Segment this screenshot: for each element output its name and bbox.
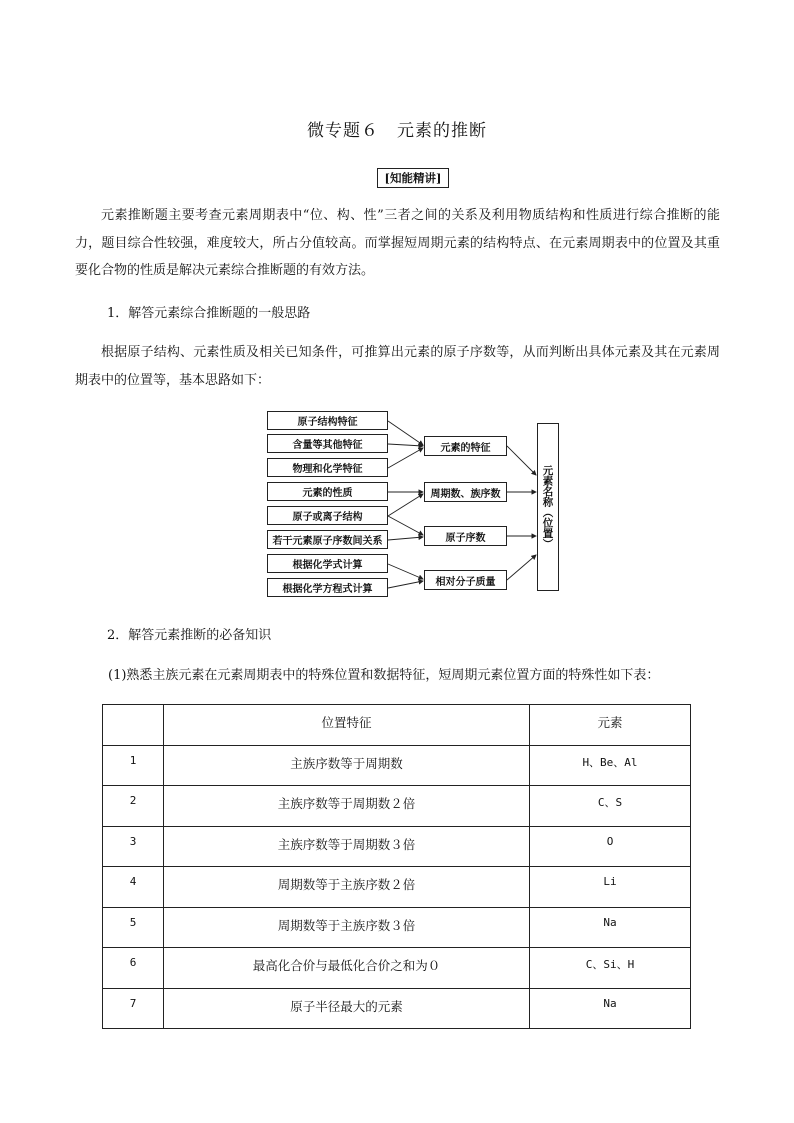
table-header-index [103, 705, 164, 746]
table-row [103, 907, 691, 948]
table-cell-index: 1 [103, 745, 164, 786]
diagram-box-element-features: 元素的特征 [424, 436, 507, 456]
table-header-element: 元素 [530, 705, 691, 746]
table-cell-element: Na [530, 907, 691, 948]
page-title: 微专题６ 元素的推断 [307, 121, 487, 141]
table-cell-element: H、Be、Al [530, 745, 691, 786]
table-cell-index: 5 [103, 907, 164, 948]
section-heading-1: 1．解答元素综合推断题的一般思路 [107, 306, 311, 321]
diagram-box-atomic-number-relation: 若干元素原子序数间关系 [267, 530, 388, 549]
table-cell-index: 4 [103, 867, 164, 908]
table-header-row [103, 705, 691, 746]
table-row [103, 988, 691, 1029]
table-cell-position: 主族序数等于周期数 [164, 745, 530, 786]
diagram-box-element-name-position: 元素名称（位置） [537, 423, 559, 591]
table-cell-index: 2 [103, 786, 164, 827]
flow-diagram [262, 405, 592, 595]
intro-paragraph: 元素推断题主要考查元素周期表中“位、构、性”三者之间的关系及利用物质结构和性质进行综合推断的能力，题目综合性较强，难度较大，所占分值较高。而掌握短周期元素的结构特点、在元素周期表中的位置及其重要化合物的性质是解决元素综合推断题的有效方法。 [75, 208, 720, 278]
diagram-box-equation-calc: 根据化学方程式计算 [267, 578, 388, 597]
table-cell-position: 主族序数等于周期数２倍 [164, 786, 530, 827]
table-row [103, 786, 691, 827]
table-cell-position: 最高化合价与最低化合价之和为０ [164, 948, 530, 989]
table-row [103, 948, 691, 989]
table-row [103, 745, 691, 786]
method-paragraph: 根据原子结构、元素性质及相关已知条件，可推算出元素的原子序数等，从而判断出具体元素及其在元素周期表中的位置等，基本思路如下： [75, 345, 720, 388]
diagram-box-atomic-number: 原子序数 [424, 526, 507, 546]
position-features-table [102, 704, 691, 1029]
diagram-box-formula-calc: 根据化学式计算 [267, 554, 388, 573]
table-cell-index: 6 [103, 948, 164, 989]
table-row [103, 867, 691, 908]
table-cell-element: Li [530, 867, 691, 908]
table-cell-element: C、Si、H [530, 948, 691, 989]
table-header-position: 位置特征 [164, 705, 530, 746]
table-cell-element: O [530, 826, 691, 867]
section-heading-2: 2．解答元素推断的必备知识 [107, 628, 272, 643]
table-row [103, 826, 691, 867]
diagram-box-ion-structure: 原子或离子结构 [267, 506, 388, 525]
diagram-box-element-properties: 元素的性质 [267, 482, 388, 501]
table-cell-index: 3 [103, 826, 164, 867]
section-badge: [知能精讲] [377, 168, 449, 188]
table-cell-position: 主族序数等于周期数３倍 [164, 826, 530, 867]
diagram-box-atomic-structure: 原子结构特征 [267, 411, 388, 430]
table-cell-index: 7 [103, 988, 164, 1029]
diagram-box-content-features: 含量等其他特征 [267, 434, 388, 453]
table-cell-position: 原子半径最大的元素 [164, 988, 530, 1029]
table-cell-position: 周期数等于主族序数３倍 [164, 907, 530, 948]
table-cell-element: C、S [530, 786, 691, 827]
diagram-box-physical-chemical: 物理和化学特征 [267, 458, 388, 477]
knowledge-paragraph: (1)熟悉主族元素在元素周期表中的特殊位置和数据特征，短周期元素位置方面的特殊性如下表： [108, 668, 660, 683]
table-cell-position: 周期数等于主族序数２倍 [164, 867, 530, 908]
diagram-box-period-group: 周期数、族序数 [424, 482, 507, 502]
diagram-box-molecular-mass: 相对分子质量 [424, 570, 507, 590]
table-cell-element: Na [530, 988, 691, 1029]
